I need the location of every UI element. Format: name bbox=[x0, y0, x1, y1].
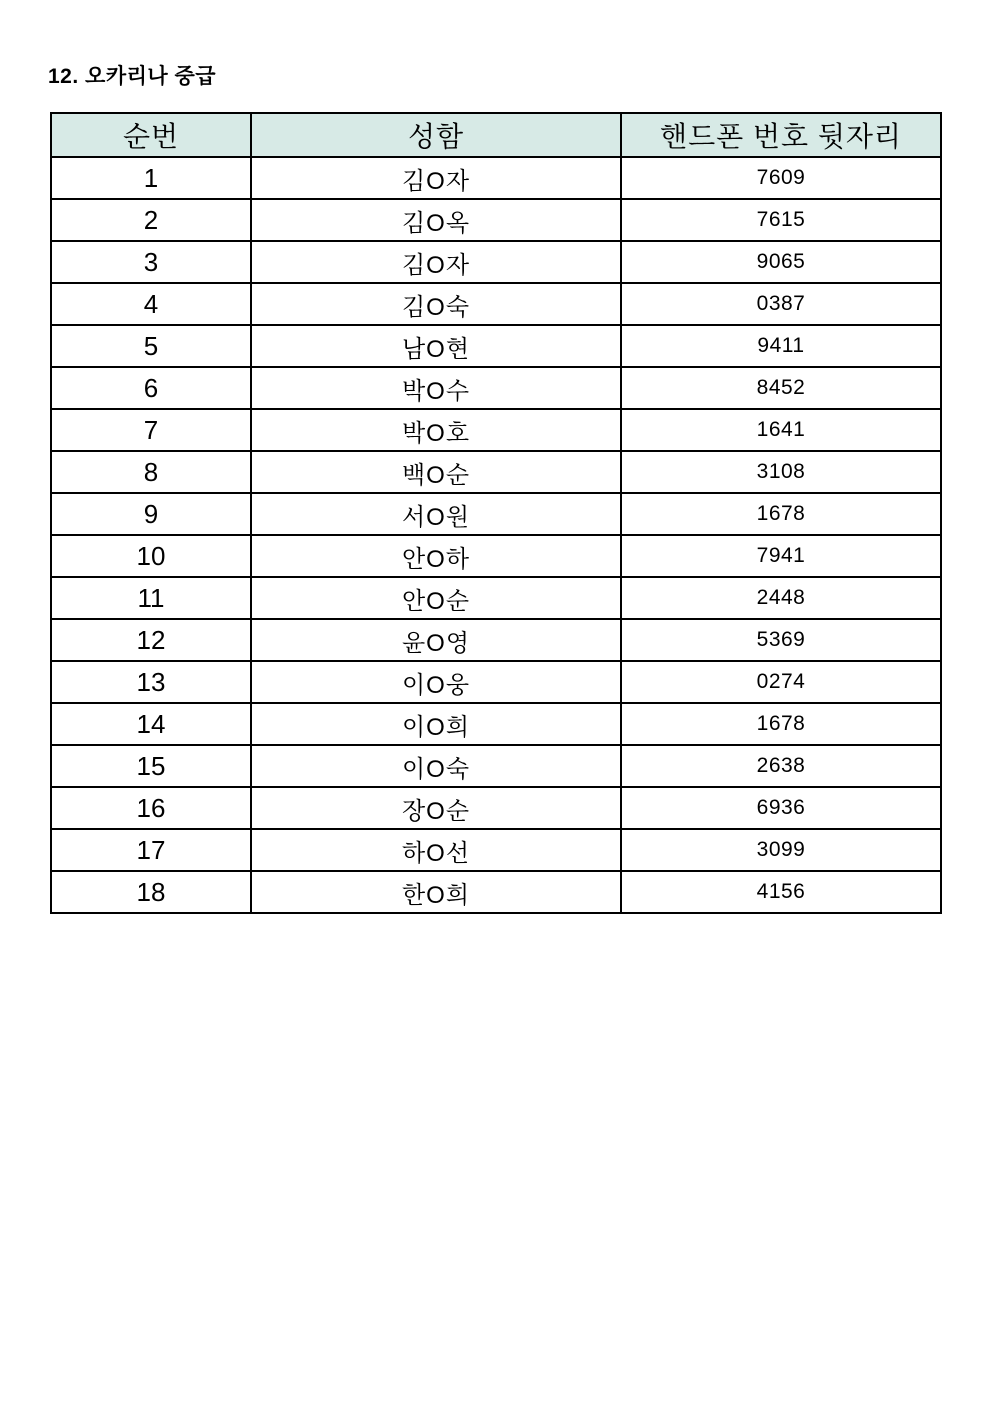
row-number-cell: 3 bbox=[51, 241, 251, 283]
row-number-cell: 10 bbox=[51, 535, 251, 577]
phone-cell: 9065 bbox=[621, 241, 941, 283]
row-number-cell: 13 bbox=[51, 661, 251, 703]
phone-cell: 3099 bbox=[621, 829, 941, 871]
row-number-cell: 17 bbox=[51, 829, 251, 871]
phone-cell: 9411 bbox=[621, 325, 941, 367]
name-cell: 김O숙 bbox=[251, 283, 621, 325]
name-cell: 이O희 bbox=[251, 703, 621, 745]
header-cell-number: 순번 bbox=[51, 113, 251, 157]
row-number-cell: 8 bbox=[51, 451, 251, 493]
row-number-cell: 6 bbox=[51, 367, 251, 409]
table-row bbox=[51, 745, 941, 787]
table-row bbox=[51, 703, 941, 745]
table-row bbox=[51, 787, 941, 829]
phone-cell: 7609 bbox=[621, 157, 941, 199]
table-row bbox=[51, 409, 941, 451]
header-cell-phone: 핸드폰 번호 뒷자리 bbox=[621, 113, 941, 157]
row-number-cell: 11 bbox=[51, 577, 251, 619]
phone-cell: 3108 bbox=[621, 451, 941, 493]
phone-cell: 4156 bbox=[621, 871, 941, 913]
phone-cell: 0387 bbox=[621, 283, 941, 325]
row-number-cell: 5 bbox=[51, 325, 251, 367]
phone-cell: 8452 bbox=[621, 367, 941, 409]
table-row bbox=[51, 493, 941, 535]
name-cell: 김O자 bbox=[251, 157, 621, 199]
table-row bbox=[51, 283, 941, 325]
table-header-row bbox=[51, 113, 941, 157]
table-row bbox=[51, 577, 941, 619]
name-cell: 한O희 bbox=[251, 871, 621, 913]
name-cell: 장O순 bbox=[251, 787, 621, 829]
name-cell: 안O하 bbox=[251, 535, 621, 577]
phone-cell: 2638 bbox=[621, 745, 941, 787]
table-row bbox=[51, 325, 941, 367]
row-number-cell: 16 bbox=[51, 787, 251, 829]
row-number-cell: 15 bbox=[51, 745, 251, 787]
phone-cell: 1678 bbox=[621, 703, 941, 745]
row-number-cell: 9 bbox=[51, 493, 251, 535]
row-number-cell: 1 bbox=[51, 157, 251, 199]
phone-cell: 1678 bbox=[621, 493, 941, 535]
phone-cell: 1641 bbox=[621, 409, 941, 451]
table-row bbox=[51, 367, 941, 409]
phone-cell: 2448 bbox=[621, 577, 941, 619]
table-row bbox=[51, 871, 941, 913]
table-row bbox=[51, 619, 941, 661]
roster-table bbox=[50, 112, 942, 914]
row-number-cell: 7 bbox=[51, 409, 251, 451]
table-body bbox=[51, 157, 941, 913]
table-row bbox=[51, 199, 941, 241]
name-cell: 이O숙 bbox=[251, 745, 621, 787]
name-cell: 하O선 bbox=[251, 829, 621, 871]
name-cell: 남O현 bbox=[251, 325, 621, 367]
phone-cell: 0274 bbox=[621, 661, 941, 703]
name-cell: 윤O영 bbox=[251, 619, 621, 661]
name-cell: 김O자 bbox=[251, 241, 621, 283]
name-cell: 이O웅 bbox=[251, 661, 621, 703]
name-cell: 백O순 bbox=[251, 451, 621, 493]
row-number-cell: 14 bbox=[51, 703, 251, 745]
phone-cell: 6936 bbox=[621, 787, 941, 829]
row-number-cell: 12 bbox=[51, 619, 251, 661]
phone-cell: 7941 bbox=[621, 535, 941, 577]
table-row bbox=[51, 829, 941, 871]
row-number-cell: 2 bbox=[51, 199, 251, 241]
phone-cell: 5369 bbox=[621, 619, 941, 661]
row-number-cell: 18 bbox=[51, 871, 251, 913]
header-cell-name: 성함 bbox=[251, 113, 621, 157]
page-title: 12. 오카리나 중급 bbox=[48, 65, 217, 88]
table-row bbox=[51, 451, 941, 493]
name-cell: 서O원 bbox=[251, 493, 621, 535]
name-cell: 박O호 bbox=[251, 409, 621, 451]
name-cell: 김O옥 bbox=[251, 199, 621, 241]
name-cell: 박O수 bbox=[251, 367, 621, 409]
table-row bbox=[51, 241, 941, 283]
table-row bbox=[51, 157, 941, 199]
name-cell: 안O순 bbox=[251, 577, 621, 619]
phone-cell: 7615 bbox=[621, 199, 941, 241]
row-number-cell: 4 bbox=[51, 283, 251, 325]
table-row bbox=[51, 661, 941, 703]
table-row bbox=[51, 535, 941, 577]
